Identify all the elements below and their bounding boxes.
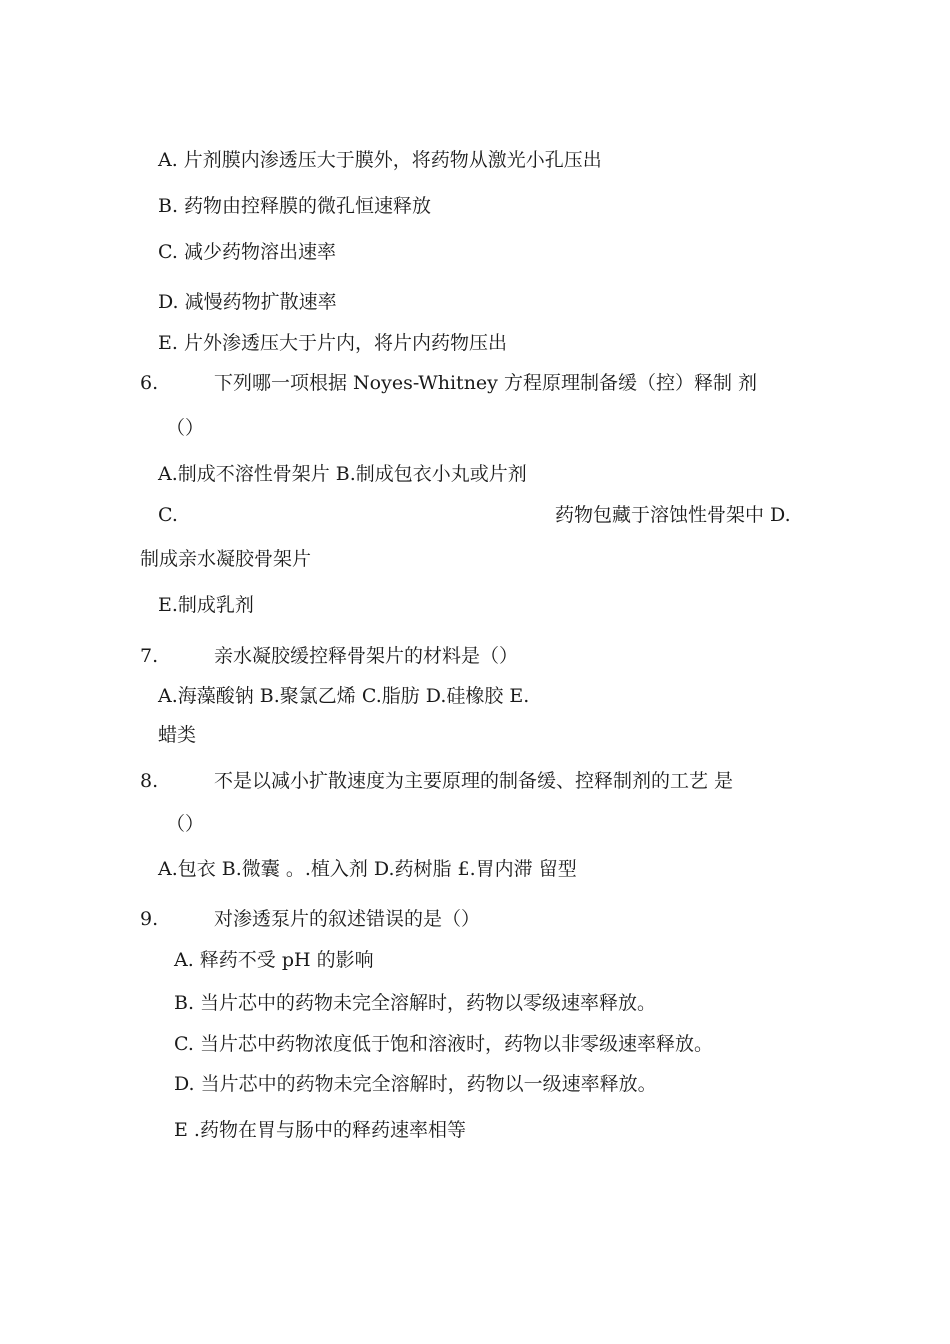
q7-stem: 亲水凝胶缓控释骨架片的材料是（） [214,645,519,667]
q9-option-e: E .药物在胃与肠中的释药速率相等 [174,1119,466,1141]
q6-options-line2-right: 药物包藏于溶蚀性骨架中 D. [555,504,791,526]
q7-options-line1: A.海藻酸钠 B.聚氯乙烯 C.脂肪 D.硅橡胶 E. [158,685,530,707]
q5-option-e: E. 片外渗透压大于片内，将片内药物压出 [158,332,507,354]
q9-option-a: A. 释药不受 pH 的影响 [174,949,374,971]
q9-number: 9. [140,908,159,930]
q5-option-a: A. 片剂膜内渗透压大于膜外，将药物从激光小孔压出 [158,149,602,171]
q5-option-c: C. 减少药物溶出速率 [158,241,336,263]
q6-paren: （） [166,417,205,439]
q5-option-b: B. 药物由控释膜的微孔恒速释放 [158,195,432,217]
q8-options-line1: A.包衣 B.微囊 。.植入剂 D.药树脂 £.胃内滞 留型 [158,858,577,880]
q7-options-line2: 蜡类 [158,724,197,746]
q8-paren: （） [166,813,205,835]
q8-stem: 不是以减小扩散速度为主要原理的制备缓、控释制剂的工艺 是 [214,770,734,792]
q6-options-line2-left: C. [158,504,178,526]
q6-options-line3: 制成亲水凝胶骨架片 [140,548,312,570]
q9-stem: 对渗透泵片的叙述错误的是（） [214,908,481,930]
q5-option-d: D. 减慢药物扩散速率 [158,291,337,313]
q8-number: 8. [140,770,159,792]
q6-options-line4: E.制成乳剂 [158,594,254,616]
q9-option-c: C. 当片芯中药物浓度低于饱和溶液时，药物以非零级速率释放。 [174,1033,713,1055]
q9-option-b: B. 当片芯中的药物未完全溶解时，药物以零级速率释放。 [174,992,657,1014]
q6-number: 6. [140,372,159,394]
q7-number: 7. [140,645,159,667]
q6-stem: 下列哪一项根据 Noyes-Whitney 方程原理制备缓（控）释制 剂 [214,372,757,394]
q6-options-line1: A.制成不溶性骨架片 B.制成包衣小丸或片剂 [158,463,527,485]
q9-option-d: D. 当片芯中的药物未完全溶解时，药物以一级速率释放。 [174,1073,657,1095]
